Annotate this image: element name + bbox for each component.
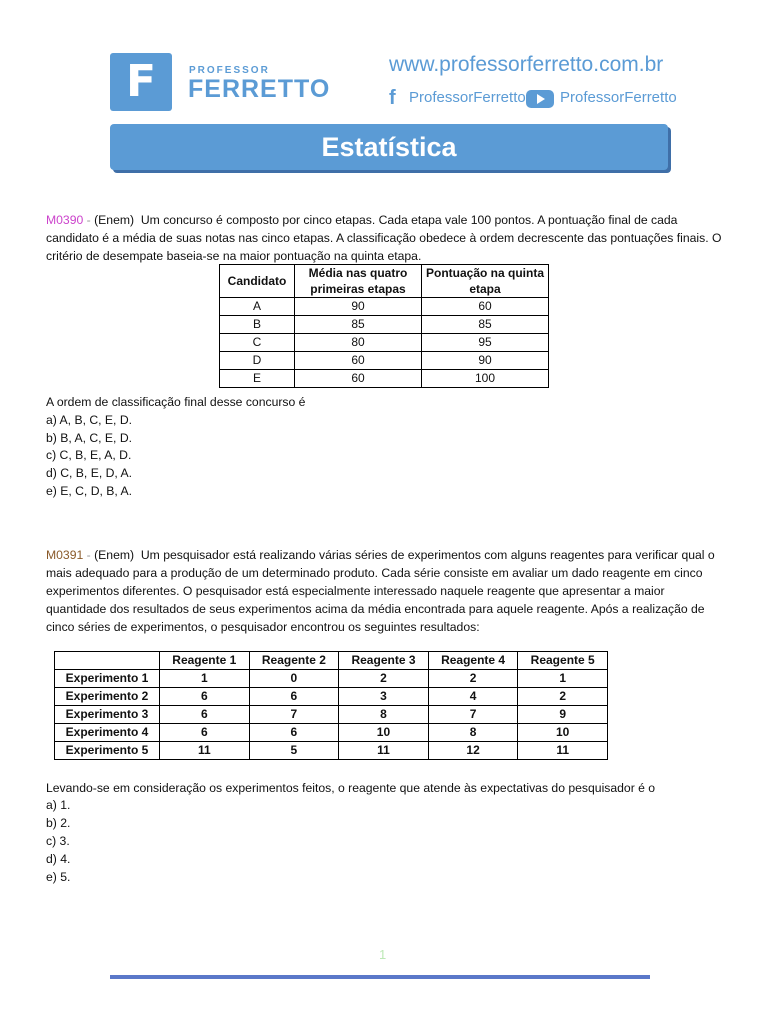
logo-letter: F xyxy=(125,56,157,107)
table-header-cell xyxy=(55,652,160,670)
table-cell: 4 xyxy=(428,688,518,706)
q1-statement xyxy=(46,211,726,265)
q2-option-b[interactable]: b) 2. xyxy=(46,816,71,830)
q1-option-d[interactable]: d) C, B, E, D, A. xyxy=(46,466,133,480)
logo-mark xyxy=(110,53,172,111)
q1-source: (Enem) xyxy=(94,213,135,227)
table-header-row xyxy=(55,652,608,670)
table-cell: 2 xyxy=(339,670,429,688)
q1-option-b[interactable]: b) B, A, C, E, D. xyxy=(46,431,133,445)
footer-divider xyxy=(110,975,650,979)
table-header-cell: Pontuação na quinta etapa xyxy=(422,265,549,298)
table-cell: 2 xyxy=(428,670,518,688)
table-header-cell: Reagente 3 xyxy=(339,652,429,670)
table-cell: 10 xyxy=(518,724,608,742)
q2-separator: - xyxy=(83,548,95,562)
table-row xyxy=(220,316,549,334)
q2-text: Um pesquisador está realizando várias séries de experimentos com alguns reagentes para verificar qual o mais adequado para a produção de um determinado produto. Cada série consiste em avaliar um dado reagente em cinco experimentos diferentes. O pesquisador está especialmente interessado naquele reagente que apresentar a maior quantidade dos resultados de seus experimentos acima da média encontrada para aquele reagente. Após a realização de cinco séries de experimentos, o pesquisador encontrou os seguintes resultados: xyxy=(46,548,715,634)
table-header-cell: Média nas quatro primeiras etapas xyxy=(295,265,422,298)
table-cell: Experimento 3 xyxy=(55,706,160,724)
q1-option-e[interactable]: e) E, C, D, B, A. xyxy=(46,484,133,498)
page-number: 1 xyxy=(379,947,387,962)
table-cell: Experimento 5 xyxy=(55,742,160,760)
table-cell: 11 xyxy=(518,742,608,760)
q1-table xyxy=(219,264,549,388)
table-row xyxy=(55,706,608,724)
q2-option-c[interactable]: c) 3. xyxy=(46,834,70,848)
table-cell: D xyxy=(220,352,295,370)
table-cell: 60 xyxy=(422,298,549,316)
table-cell: A xyxy=(220,298,295,316)
q1-question: A ordem de classificação final desse concurso é xyxy=(46,395,306,409)
table-header-cell: Reagente 5 xyxy=(518,652,608,670)
table-cell: 100 xyxy=(422,370,549,388)
q2-source: (Enem) xyxy=(94,548,135,562)
table-header-cell: Reagente 2 xyxy=(249,652,339,670)
table-row xyxy=(55,670,608,688)
table-cell: 6 xyxy=(160,706,250,724)
table-cell: 6 xyxy=(160,724,250,742)
table-cell: 60 xyxy=(295,370,422,388)
q1-id: M0390 xyxy=(46,213,84,227)
table-cell: 11 xyxy=(160,742,250,760)
facebook-icon: f xyxy=(389,87,396,109)
table-cell: Experimento 4 xyxy=(55,724,160,742)
q1-separator: - xyxy=(83,213,95,227)
table-cell: 7 xyxy=(249,706,339,724)
q2-id: M0391 xyxy=(46,548,84,562)
q2-question: Levando-se em consideração os experimentos feitos, o reagente que atende às expectativas do pesquisador é o xyxy=(46,781,656,795)
youtube-handle[interactable]: ProfessorFerretto xyxy=(560,89,677,106)
table-cell: Experimento 2 xyxy=(55,688,160,706)
table-cell: 11 xyxy=(339,742,429,760)
table-header-row xyxy=(220,265,549,298)
q2-option-d[interactable]: d) 4. xyxy=(46,852,71,866)
table-cell: 1 xyxy=(518,670,608,688)
table-cell: 6 xyxy=(249,724,339,742)
q2-option-e[interactable]: e) 5. xyxy=(46,870,71,884)
q1-text: Um concurso é composto por cinco etapas. Cada etapa vale 100 pontos. A pontuação final de cada candidato é a média de suas notas nas cinco etapas. A classificação obedece à ordem decrescente das pontuações finais. O critério de desempate baseia-se na maior pontuação na quinta etapa. xyxy=(46,213,722,263)
table-row xyxy=(55,688,608,706)
table-cell: 80 xyxy=(295,334,422,352)
table-cell: 8 xyxy=(339,706,429,724)
table-cell: 85 xyxy=(422,316,549,334)
table-cell: 2 xyxy=(518,688,608,706)
website-link[interactable]: www.professorferretto.com.br xyxy=(389,53,664,76)
table-header-cell: Reagente 4 xyxy=(428,652,518,670)
brand-subtitle: PROFESSOR xyxy=(189,65,270,76)
table-cell: 6 xyxy=(249,688,339,706)
facebook-handle[interactable]: ProfessorFerretto xyxy=(409,89,526,106)
table-row xyxy=(55,724,608,742)
q2-table xyxy=(54,651,608,760)
table-cell: 0 xyxy=(249,670,339,688)
table-cell: 90 xyxy=(422,352,549,370)
table-cell: Experimento 1 xyxy=(55,670,160,688)
table-cell: 10 xyxy=(339,724,429,742)
table-cell: 3 xyxy=(339,688,429,706)
table-cell: 8 xyxy=(428,724,518,742)
q2-statement xyxy=(46,546,726,636)
table-cell: 60 xyxy=(295,352,422,370)
table-cell: 5 xyxy=(249,742,339,760)
table-cell: 90 xyxy=(295,298,422,316)
table-row xyxy=(220,298,549,316)
table-row xyxy=(220,334,549,352)
table-cell: 12 xyxy=(428,742,518,760)
table-cell: E xyxy=(220,370,295,388)
banner-title: Estatística xyxy=(321,132,457,162)
table-header-cell: Reagente 1 xyxy=(160,652,250,670)
table-row xyxy=(220,370,549,388)
table-cell: 85 xyxy=(295,316,422,334)
table-row xyxy=(220,352,549,370)
table-cell: 7 xyxy=(428,706,518,724)
section-banner xyxy=(110,124,668,170)
table-cell: 9 xyxy=(518,706,608,724)
table-cell: B xyxy=(220,316,295,334)
youtube-icon xyxy=(526,90,554,108)
table-cell: 95 xyxy=(422,334,549,352)
table-cell: 1 xyxy=(160,670,250,688)
q2-option-a[interactable]: a) 1. xyxy=(46,798,71,812)
q1-option-c[interactable]: c) C, B, E, A, D. xyxy=(46,448,132,462)
table-header-cell: Candidato xyxy=(220,265,295,298)
table-cell: 6 xyxy=(160,688,250,706)
table-row xyxy=(55,742,608,760)
table-cell: C xyxy=(220,334,295,352)
q1-option-a[interactable]: a) A, B, C, E, D. xyxy=(46,413,133,427)
brand-name: FERRETTO xyxy=(188,75,331,103)
